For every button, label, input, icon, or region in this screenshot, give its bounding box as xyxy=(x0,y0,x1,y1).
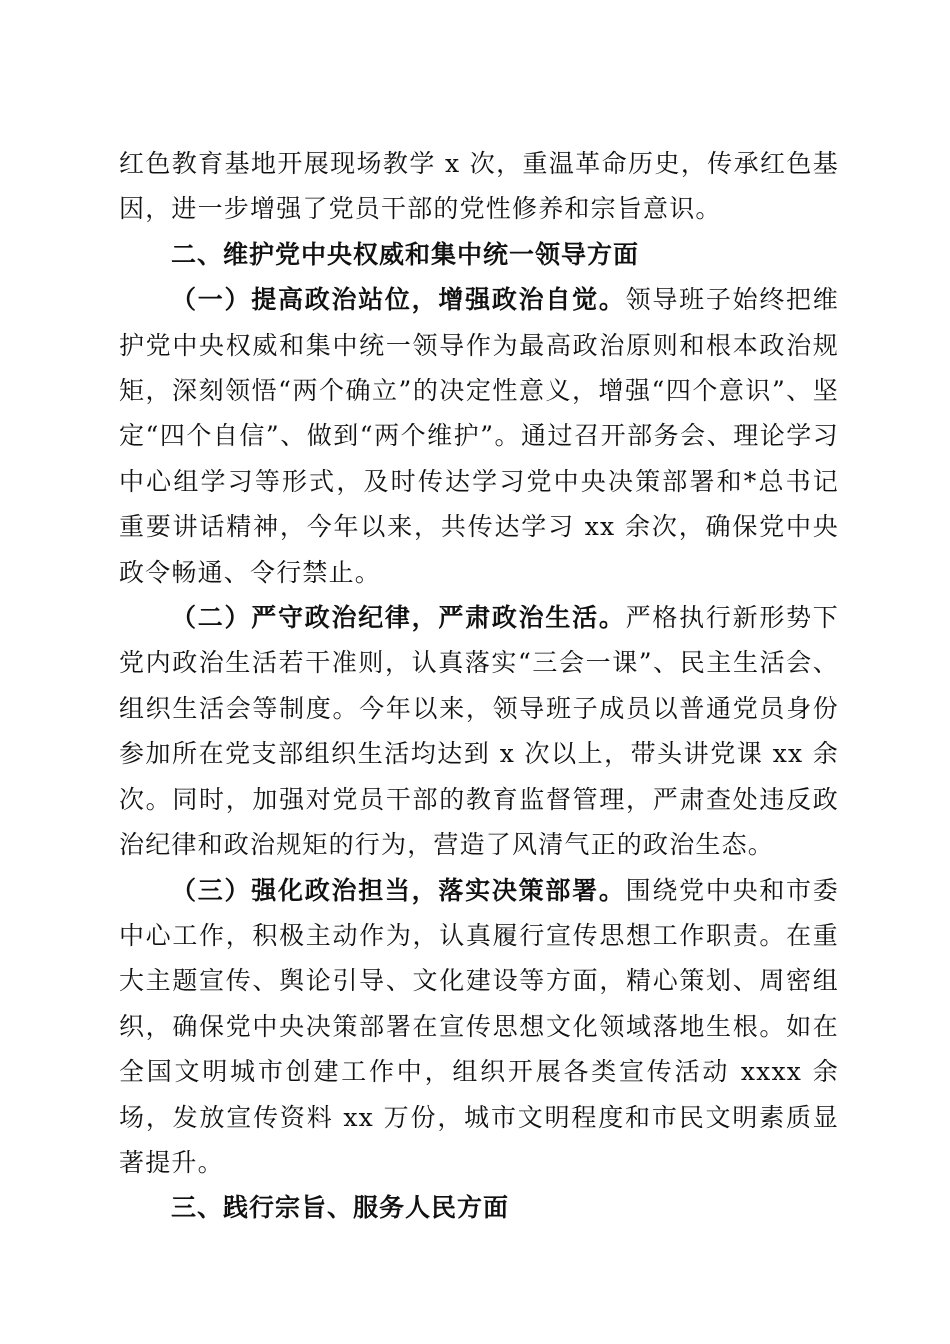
section-heading-two xyxy=(119,232,839,277)
paragraph-subsection-one xyxy=(119,277,839,595)
paragraph-text: 围绕党中央和市委中心工作，积极主动作为，认真履行宣传思想工作职责。在重大主题宣传、舆论引导、文化建设等方面，精心策划、周密组织，确保党中央决策部署在宣传思想文化领域落地生根。如在全国文明城市创建工作中，组织开展各类宣传活动 xxxx 余场，发放宣传资料 xx 万份，城市文明程度和市民文明素质显著提升。 xyxy=(119,875,839,1177)
subsection-lead: （三）强化政治担当，落实决策部署。 xyxy=(171,875,626,905)
subsection-lead: （一）提高政治站位，增强政治自觉。 xyxy=(171,285,626,315)
paragraph-subsection-two xyxy=(119,595,839,867)
document-body xyxy=(119,141,839,1231)
paragraph-subsection-three xyxy=(119,868,839,1186)
paragraph-continuation xyxy=(119,141,839,232)
heading-text: 二、维护党中央权威和集中统一领导方面 xyxy=(171,239,640,269)
paragraph-text: 红色教育基地开展现场教学 x 次，重温革命历史，传承红色基因，进一步增强了党员干部的党性修养和宗旨意识。 xyxy=(119,149,839,224)
heading-text: 三、践行宗旨、服务人民方面 xyxy=(171,1193,510,1223)
section-heading-three xyxy=(119,1185,839,1230)
paragraph-text: 严格执行新形势下党内政治生活若干准则，认真落实“三会一课”、民主生活会、组织生活会等制度。今年以来，领导班子成员以普通党员身份参加所在党支部组织生活均达到 x 次以上，带头讲党课 xx 余次。同时，加强对党员干部的教育监督管理，严肃查处违反政治纪律和政治规矩的行为，营造了风清气正的政治生态。 xyxy=(119,603,839,860)
subsection-lead: （二）严守政治纪律，严肃政治生活。 xyxy=(171,603,626,633)
paragraph-text: 领导班子始终把维护党中央权威和集中统一领导作为最高政治原则和根本政治规矩，深刻领悟“两个确立”的决定性意义，增强“四个意识”、坚定“四个自信”、做到“两个维护”。通过召开部务会、理论学习中心组学习等形式，及时传达学习党中央决策部署和*总书记重要讲话精神，今年以来，共传达学习 xx 余次，确保党中央政令畅通、令行禁止。 xyxy=(119,285,839,587)
